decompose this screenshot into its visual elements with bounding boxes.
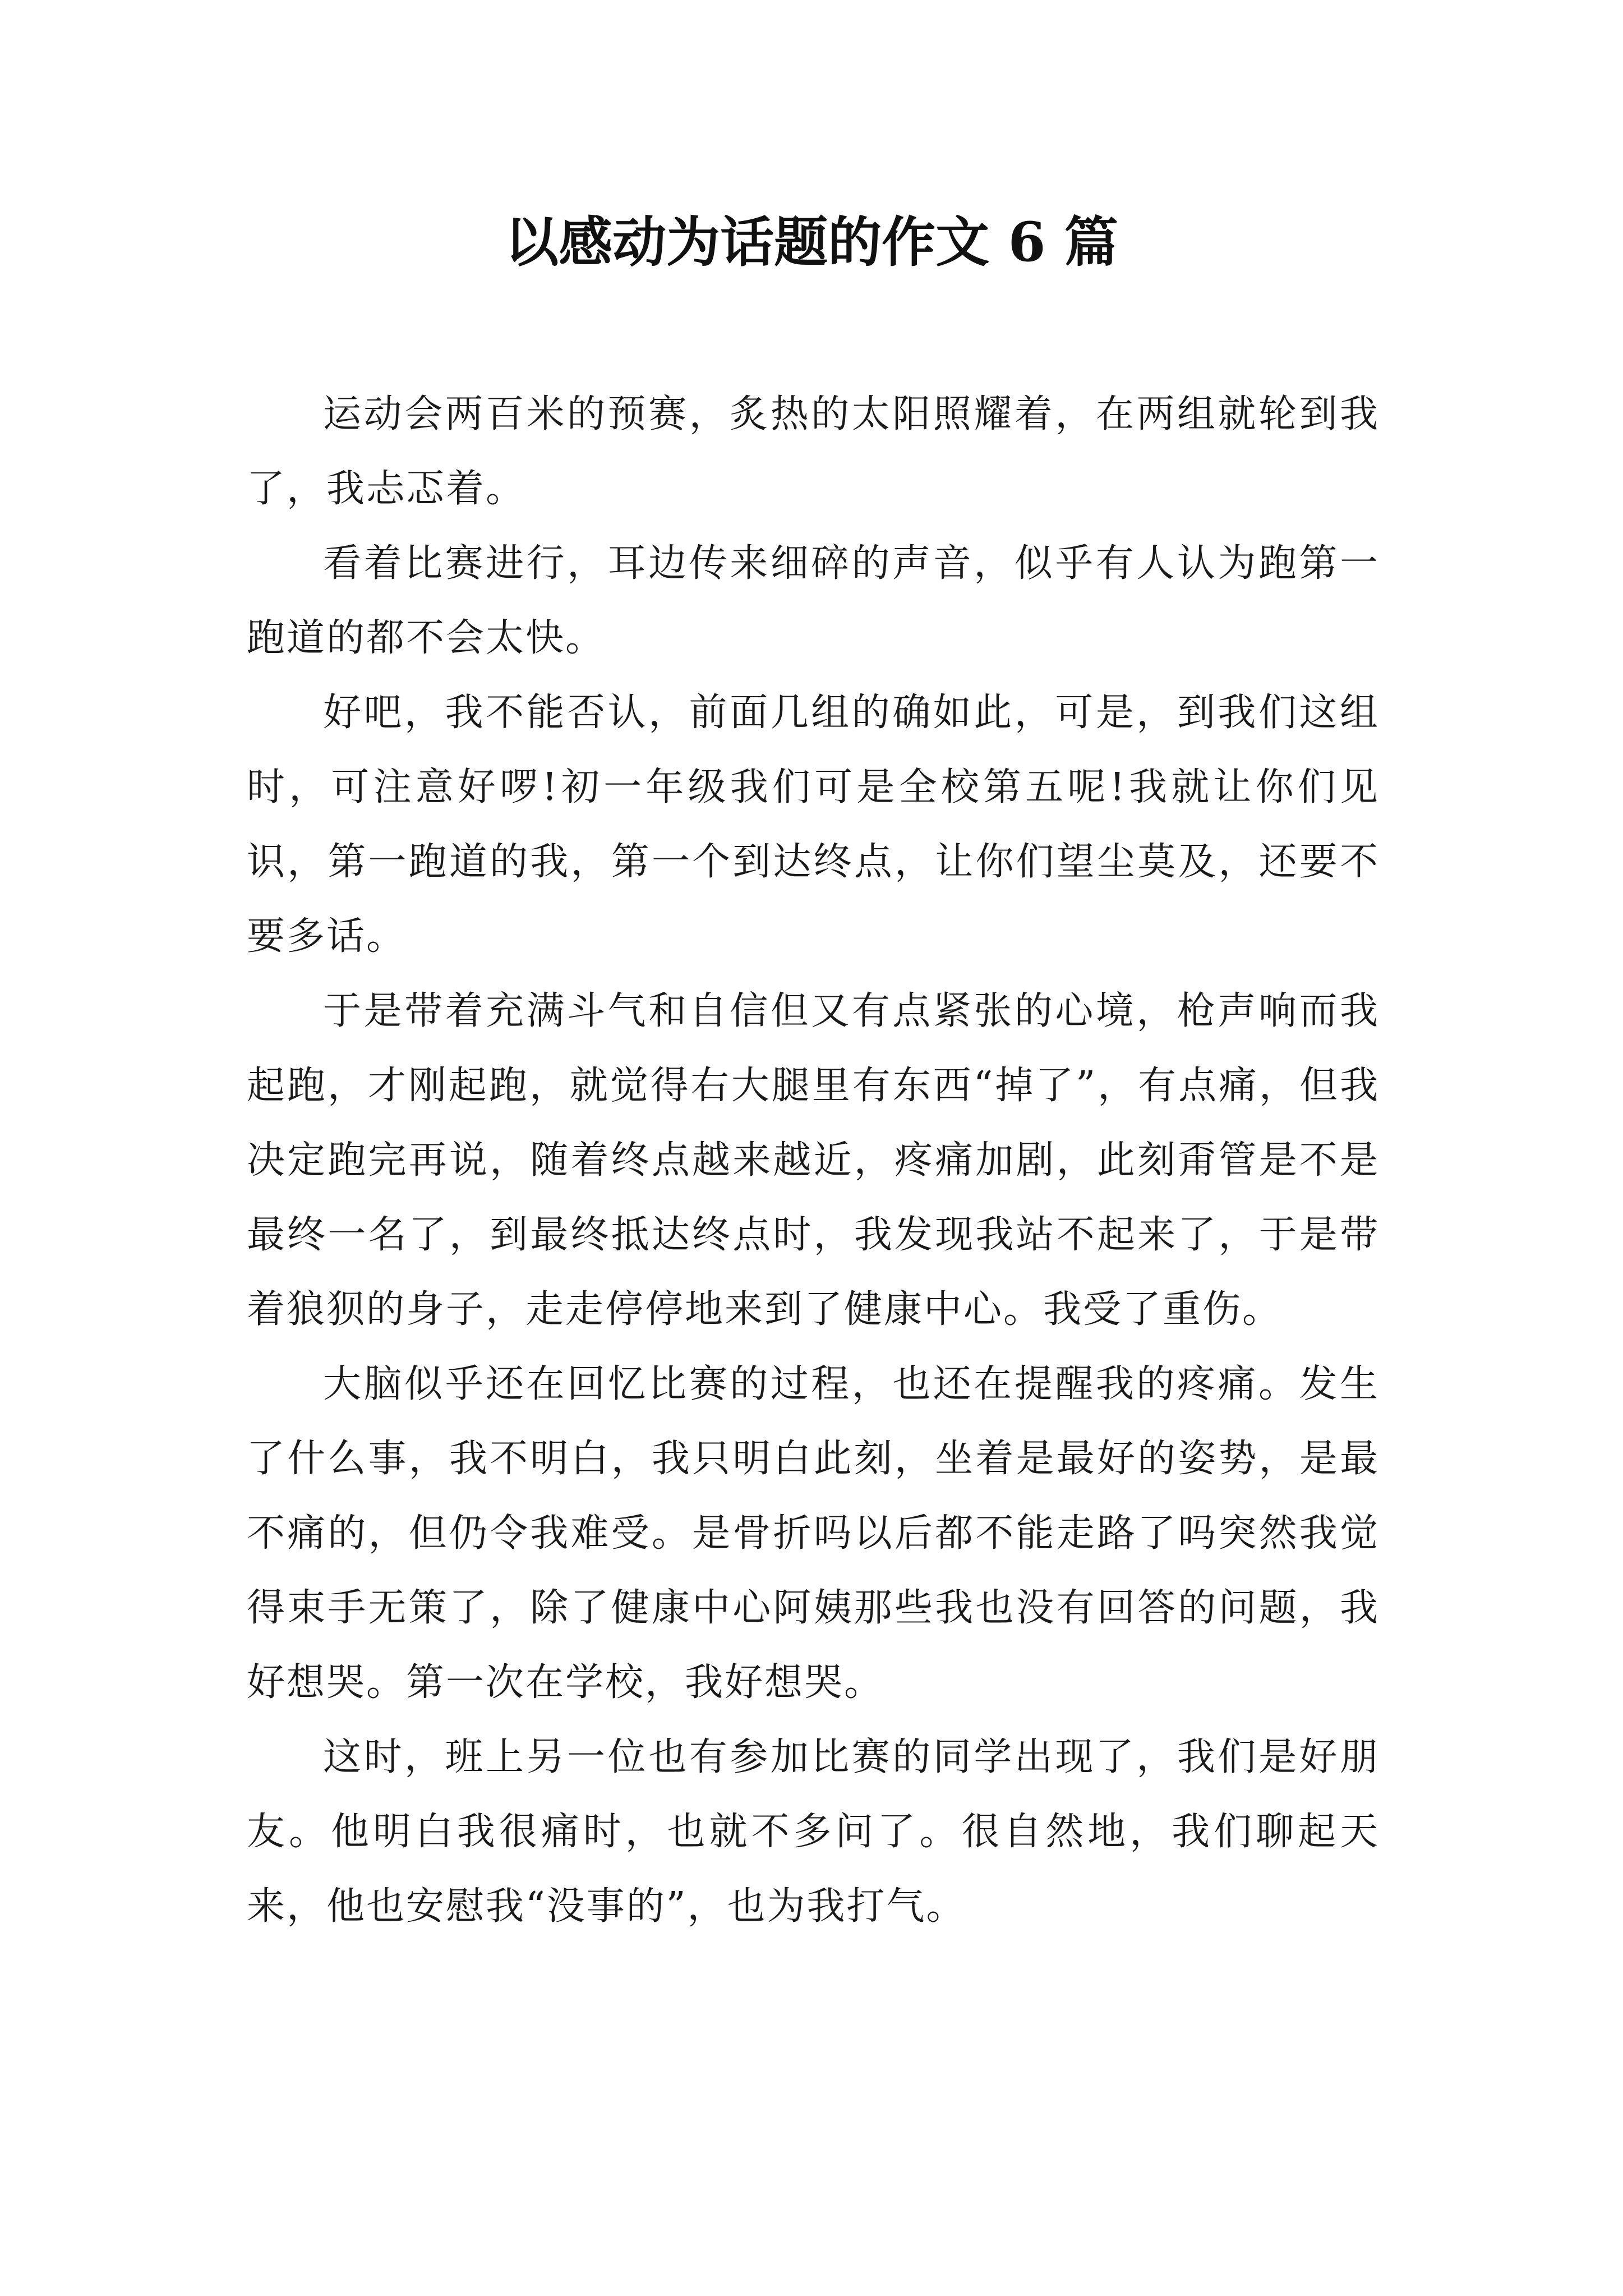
paragraph-1: 运动会两百米的预赛，炙热的太阳照耀着，在两组就轮到我了，我忐忑着。 [247, 392, 1380, 511]
paragraph-5: 大脑似乎还在回忆比赛的过程，也还在提醒我的疼痛。发生了什么事，我不明白，我只明白此刻，坐着是最好的姿势，是最不痛的，但仍令我难受。是骨折吗以后都不能走路了吗突然我觉得束手无策了，除了健康中心阿姨那些我也没有回答的问题，我好想哭。第一次在学校，我好想哭。 [247, 1362, 1380, 1705]
document-title: 以感动为话题的作文 6 篇 [505, 210, 1118, 274]
paragraph-4: 于是带着充满斗气和自信但又有点紧张的心境，枪声响而我起跑，才刚起跑，就觉得右大腿里有东西“掉了”，有点痛，但我决定跑完再说，随着终点越来越近，疼痛加剧，此刻甭管是不是最终一名了，到最终抵达终点时，我发现我站不起来了，于是带着狼狈的身子，走走停停地来到了健康中心。我受了重伤。 [247, 989, 1380, 1332]
paragraph-3: 好吧，我不能否认，前面几组的确如此，可是，到我们这组时，可注意好啰!初一年级我们可是全校第五呢!我就让你们见识，第一跑道的我，第一个到达终点，让你们望尘莫及，还要不要多话。 [247, 691, 1380, 959]
document-body [247, 377, 1380, 1944]
paragraph-2: 看着比赛进行，耳边传来细碎的声音，似乎有人认为跑第一跑道的都不会太快。 [247, 541, 1380, 660]
paragraph-6: 这时，班上另一位也有参加比赛的同学出现了，我们是好朋友。他明白我很痛时，也就不多问了。很自然地，我们聊起天来，他也安慰我“没事的”，也为我打气。 [247, 1735, 1380, 1929]
